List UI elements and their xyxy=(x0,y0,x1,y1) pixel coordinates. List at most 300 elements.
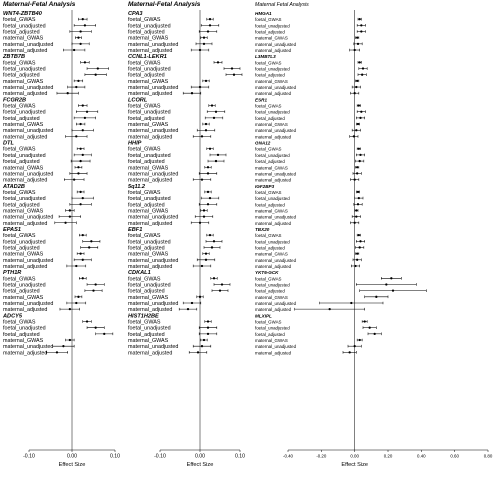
panel-title: Maternal-Fetal Analysis xyxy=(3,1,76,8)
row-label: maternal_GWAS xyxy=(3,35,44,42)
point-estimate xyxy=(199,49,201,51)
point-estimate xyxy=(392,290,394,292)
gene-label: WNT4-ZBTB40 xyxy=(3,11,42,17)
row-label: foetal_unadjusted xyxy=(3,109,46,116)
point-estimate xyxy=(360,24,362,26)
row-label: maternal_adjusted xyxy=(3,350,48,357)
point-estimate xyxy=(364,320,366,322)
row-label: maternal_adjusted xyxy=(128,177,173,184)
point-estimate xyxy=(358,148,360,150)
row-label: maternal_adjusted xyxy=(255,91,292,97)
point-estimate xyxy=(209,148,211,150)
row-label: foetal_GWAS xyxy=(255,319,282,325)
point-estimate xyxy=(354,345,356,347)
row-label: maternal_GWAS xyxy=(3,122,44,129)
row-label: foetal_GWAS xyxy=(3,189,36,196)
row-label: maternal_adjusted xyxy=(128,134,173,141)
row-label: foetal_GWAS xyxy=(255,17,282,23)
row-label: maternal_GWAS xyxy=(128,78,169,85)
point-estimate xyxy=(360,30,362,32)
x-axis-label: Effect Size xyxy=(341,462,368,468)
point-estimate xyxy=(86,320,88,322)
gene-label: ATAD2B xyxy=(3,183,25,190)
row-label: maternal_adjusted xyxy=(128,91,173,98)
point-estimate xyxy=(217,154,219,156)
x-tick-label: 0.60 xyxy=(450,453,459,459)
row-label: foetal_GWAS xyxy=(128,276,161,283)
point-estimate xyxy=(199,296,201,298)
point-estimate xyxy=(209,197,211,199)
row-label: maternal_GWAS xyxy=(255,35,288,41)
row-label: maternal_unadjusted xyxy=(128,344,179,351)
point-estimate xyxy=(79,191,81,193)
row-label: maternal_unadjusted xyxy=(128,214,179,221)
row-label: maternal_adjusted xyxy=(3,134,48,141)
row-label: maternal_adjusted xyxy=(255,48,292,54)
point-estimate xyxy=(73,49,75,51)
gene-label: GNA12 xyxy=(255,140,271,146)
point-estimate xyxy=(77,166,79,168)
point-estimate xyxy=(201,345,203,347)
point-estimate xyxy=(357,43,359,45)
point-estimate xyxy=(82,197,84,199)
row-label: maternal_GWAS xyxy=(128,35,169,42)
point-estimate xyxy=(77,80,79,82)
point-estimate xyxy=(355,215,357,217)
point-estimate xyxy=(359,61,361,63)
point-estimate xyxy=(77,37,79,39)
row-label: foetal_unadjusted xyxy=(128,239,171,246)
panel-title: Maternal-Fetal Analysis xyxy=(128,1,201,8)
point-estimate xyxy=(211,104,213,106)
point-estimate xyxy=(88,246,90,248)
row-label: foetal_unadjusted xyxy=(128,196,171,203)
row-label: maternal_unadjusted xyxy=(128,171,179,178)
point-estimate xyxy=(207,191,209,193)
point-estimate xyxy=(187,308,189,310)
row-label: maternal_unadjusted xyxy=(3,41,54,48)
row-label: foetal_adjusted xyxy=(3,245,40,252)
x-axis-label: Effect Size xyxy=(58,462,86,468)
point-estimate xyxy=(355,129,357,131)
x-tick-label: 0.00 xyxy=(350,453,359,459)
row-label: foetal_adjusted xyxy=(3,29,40,36)
point-estimate xyxy=(349,351,351,353)
row-label: foetal_GWAS xyxy=(128,146,161,153)
point-estimate xyxy=(358,234,360,236)
row-label: maternal_adjusted xyxy=(128,263,173,270)
row-label: foetal_GWAS xyxy=(128,319,161,326)
point-estimate xyxy=(73,178,75,180)
row-label: maternal_adjusted xyxy=(128,307,173,314)
point-estimate xyxy=(92,290,94,292)
row-label: foetal_GWAS xyxy=(128,103,161,110)
gene-label: DTL xyxy=(3,140,14,147)
point-estimate xyxy=(95,327,97,329)
point-estimate xyxy=(360,111,362,113)
x-tick-label: -0.10 xyxy=(154,453,166,460)
point-estimate xyxy=(215,111,217,113)
point-estimate xyxy=(385,283,387,285)
point-estimate xyxy=(69,209,71,211)
gene-label: FCGR2B xyxy=(3,97,26,104)
row-label: foetal_unadjusted xyxy=(128,325,171,332)
row-label: foetal_adjusted xyxy=(255,115,285,121)
row-label: maternal_unadjusted xyxy=(128,41,179,48)
row-label: foetal_GWAS xyxy=(3,146,36,153)
gene-label: HMGA1 xyxy=(255,11,272,16)
point-estimate xyxy=(207,320,209,322)
row-label: maternal_unadjusted xyxy=(255,171,297,177)
point-estimate xyxy=(357,203,359,205)
point-estimate xyxy=(79,203,81,205)
point-estimate xyxy=(205,80,207,82)
row-label: maternal_unadjusted xyxy=(255,41,297,47)
point-estimate xyxy=(79,123,81,125)
point-estimate xyxy=(354,49,356,51)
row-label: foetal_unadjusted xyxy=(3,325,46,332)
gene-label: ESR1 xyxy=(255,97,268,103)
row-label: foetal_adjusted xyxy=(128,202,165,209)
point-estimate xyxy=(213,117,215,119)
row-label: foetal_GWAS xyxy=(3,60,36,67)
point-estimate xyxy=(359,117,361,119)
point-estimate xyxy=(90,240,92,242)
point-estimate xyxy=(354,222,356,224)
gene-label: TBX20 xyxy=(255,226,270,232)
row-label: maternal_unadjusted xyxy=(255,257,297,263)
row-label: foetal_GWAS xyxy=(255,60,282,66)
row-label: maternal_adjusted xyxy=(255,177,292,183)
point-estimate xyxy=(358,197,360,199)
row-label: maternal_unadjusted xyxy=(255,128,297,134)
point-estimate xyxy=(350,302,352,304)
row-label: foetal_unadjusted xyxy=(255,325,290,331)
row-label: maternal_adjusted xyxy=(3,91,48,98)
row-label: foetal_unadjusted xyxy=(255,282,290,288)
row-label: foetal_GWAS xyxy=(255,189,282,195)
row-label: maternal_GWAS xyxy=(3,208,44,215)
point-estimate xyxy=(64,222,66,224)
point-estimate xyxy=(203,37,205,39)
panel-title: Maternal Fetal Analysis xyxy=(255,2,309,8)
row-label: maternal_GWAS xyxy=(3,294,44,301)
row-label: foetal_unadjusted xyxy=(255,109,290,115)
gene-label: 5q11.2 xyxy=(128,183,145,190)
row-label: maternal_unadjusted xyxy=(128,128,179,135)
row-label: foetal_GWAS xyxy=(255,276,282,282)
point-estimate xyxy=(356,252,358,254)
row-label: maternal_adjusted xyxy=(3,263,48,270)
row-label: maternal_adjusted xyxy=(3,177,48,184)
point-estimate xyxy=(69,339,71,341)
row-label: foetal_GWAS xyxy=(3,319,36,326)
point-estimate xyxy=(356,172,358,174)
row-label: maternal_GWAS xyxy=(3,165,44,172)
row-label: maternal_GWAS xyxy=(255,338,288,344)
point-estimate xyxy=(207,333,209,335)
row-label: maternal_adjusted xyxy=(255,307,292,313)
row-label: foetal_GWAS xyxy=(3,103,36,110)
row-label: foetal_unadjusted xyxy=(128,109,171,116)
row-label: foetal_adjusted xyxy=(3,159,40,166)
row-label: foetal_unadjusted xyxy=(3,282,46,289)
row-label: foetal_GWAS xyxy=(3,17,36,24)
point-estimate xyxy=(191,302,193,304)
point-estimate xyxy=(82,18,84,20)
row-label: maternal_unadjusted xyxy=(255,214,297,220)
row-label: foetal_adjusted xyxy=(255,288,285,294)
x-tick-label: 0.00 xyxy=(66,453,78,460)
row-label: maternal_GWAS xyxy=(255,294,288,300)
row-label: foetal_unadjusted xyxy=(3,66,46,73)
x-tick-label: 0.10 xyxy=(234,453,246,460)
row-label: foetal_GWAS xyxy=(255,233,282,239)
point-estimate xyxy=(375,296,377,298)
row-label: foetal_GWAS xyxy=(128,233,161,240)
point-estimate xyxy=(207,166,209,168)
row-label: foetal_unadjusted xyxy=(128,66,171,73)
point-estimate xyxy=(217,61,219,63)
point-estimate xyxy=(201,265,203,267)
point-estimate xyxy=(357,191,359,193)
row-label: foetal_adjusted xyxy=(3,72,40,79)
x-tick-label: -0.40 xyxy=(282,453,294,459)
point-estimate xyxy=(97,67,99,69)
point-estimate xyxy=(95,283,97,285)
point-estimate xyxy=(79,43,81,45)
point-estimate xyxy=(82,259,84,261)
row-label: maternal_GWAS xyxy=(3,251,44,258)
row-label: foetal_adjusted xyxy=(3,331,40,338)
row-label: foetal_adjusted xyxy=(3,202,40,209)
point-estimate xyxy=(82,154,84,156)
point-estimate xyxy=(84,117,86,119)
point-estimate xyxy=(355,86,357,88)
point-estimate xyxy=(77,172,79,174)
point-estimate xyxy=(233,74,235,76)
point-estimate xyxy=(354,265,356,267)
row-label: maternal_GWAS xyxy=(128,251,169,258)
row-label: maternal_GWAS xyxy=(128,165,169,172)
row-label: foetal_unadjusted xyxy=(255,196,290,202)
gene-label: ZBTB7B xyxy=(3,54,26,61)
point-estimate xyxy=(75,265,77,267)
row-label: foetal_unadjusted xyxy=(3,23,46,30)
point-estimate xyxy=(356,259,358,261)
row-label: foetal_adjusted xyxy=(128,72,165,79)
point-estimate xyxy=(84,24,86,26)
gene-label: EBF1 xyxy=(128,226,143,233)
point-estimate xyxy=(211,246,213,248)
point-estimate xyxy=(356,80,358,82)
point-estimate xyxy=(353,135,355,137)
row-label: foetal_GWAS xyxy=(128,189,161,196)
point-estimate xyxy=(79,252,81,254)
gene-label: EPAS1 xyxy=(3,226,21,233)
point-estimate xyxy=(203,339,205,341)
point-estimate xyxy=(231,67,233,69)
row-label: maternal_unadjusted xyxy=(128,257,179,264)
point-estimate xyxy=(205,123,207,125)
point-estimate xyxy=(197,351,199,353)
row-label: foetal_adjusted xyxy=(3,288,40,295)
row-label: foetal_unadjusted xyxy=(255,152,290,158)
point-estimate xyxy=(82,104,84,106)
row-label: maternal_unadjusted xyxy=(3,214,54,221)
point-estimate xyxy=(213,277,215,279)
point-estimate xyxy=(355,209,357,211)
row-label: foetal_GWAS xyxy=(3,233,36,240)
row-label: maternal_adjusted xyxy=(3,307,48,314)
row-label: foetal_unadjusted xyxy=(3,239,46,246)
point-estimate xyxy=(209,18,211,20)
row-label: maternal_unadjusted xyxy=(3,300,54,307)
row-label: foetal_adjusted xyxy=(255,331,285,337)
point-estimate xyxy=(215,160,217,162)
point-estimate xyxy=(191,92,193,94)
point-estimate xyxy=(354,178,356,180)
row-label: foetal_adjusted xyxy=(255,202,285,208)
point-estimate xyxy=(82,129,84,131)
x-tick-label: 0.80 xyxy=(483,453,493,459)
row-label: maternal_unadjusted xyxy=(128,300,179,307)
point-estimate xyxy=(356,37,358,39)
row-label: maternal_GWAS xyxy=(128,294,169,301)
point-estimate xyxy=(359,18,361,20)
row-label: maternal_GWAS xyxy=(255,165,288,171)
gene-label: MLXIPL xyxy=(255,313,272,319)
point-estimate xyxy=(219,290,221,292)
point-estimate xyxy=(369,327,371,329)
row-label: foetal_unadjusted xyxy=(3,196,46,203)
row-label: foetal_GWAS xyxy=(3,276,36,283)
gene-label: CPA3 xyxy=(128,11,143,17)
row-label: maternal_unadjusted xyxy=(255,344,297,350)
point-estimate xyxy=(201,135,203,137)
point-estimate xyxy=(95,74,97,76)
gene-label: LCORL xyxy=(128,97,148,104)
row-label: maternal_adjusted xyxy=(255,220,292,226)
row-label: foetal_unadjusted xyxy=(255,23,290,29)
row-label: maternal_unadjusted xyxy=(128,85,179,92)
point-estimate xyxy=(390,277,392,279)
point-estimate xyxy=(207,172,209,174)
row-label: foetal_adjusted xyxy=(3,115,40,122)
row-label: maternal_adjusted xyxy=(128,48,173,55)
point-estimate xyxy=(56,351,58,353)
row-label: maternal_unadjusted xyxy=(3,128,54,135)
row-label: foetal_adjusted xyxy=(128,115,165,122)
row-label: foetal_adjusted xyxy=(128,331,165,338)
row-label: foetal_unadjusted xyxy=(255,66,290,72)
point-estimate xyxy=(213,240,215,242)
point-estimate xyxy=(203,43,205,45)
gene-label: IGF2BP3 xyxy=(255,183,275,189)
point-estimate xyxy=(374,333,376,335)
point-estimate xyxy=(203,209,205,211)
gene-label: HIST1H2BE xyxy=(128,313,159,320)
point-estimate xyxy=(79,148,81,150)
x-tick-label: 0.10 xyxy=(109,453,121,460)
row-label: maternal_GWAS xyxy=(255,78,288,84)
x-tick-label: 0.00 xyxy=(194,453,206,460)
row-label: foetal_adjusted xyxy=(255,29,285,35)
point-estimate xyxy=(209,24,211,26)
row-label: maternal_adjusted xyxy=(3,48,48,55)
row-label: foetal_adjusted xyxy=(128,288,165,295)
point-estimate xyxy=(199,86,201,88)
x-axis-label: Effect Size xyxy=(186,462,214,468)
row-label: maternal_GWAS xyxy=(255,251,288,257)
point-estimate xyxy=(207,203,209,205)
row-label: foetal_unadjusted xyxy=(255,239,290,245)
point-estimate xyxy=(359,160,361,162)
row-label: maternal_unadjusted xyxy=(3,171,54,178)
row-label: maternal_GWAS xyxy=(128,122,169,129)
gene-label: CDKAL1 xyxy=(128,270,151,277)
point-estimate xyxy=(207,30,209,32)
gene-label: ADCY5 xyxy=(3,313,22,320)
point-estimate xyxy=(329,308,331,310)
point-estimate xyxy=(205,259,207,261)
row-label: foetal_adjusted xyxy=(255,72,285,78)
row-label: maternal_GWAS xyxy=(255,208,288,214)
row-label: foetal_adjusted xyxy=(128,245,165,252)
gene-label: YKT6-GCK xyxy=(255,270,279,276)
row-label: foetal_adjusted xyxy=(255,159,285,165)
row-label: foetal_GWAS xyxy=(128,17,161,24)
point-estimate xyxy=(359,240,361,242)
point-estimate xyxy=(205,129,207,131)
row-label: maternal_GWAS xyxy=(128,338,169,345)
row-label: maternal_adjusted xyxy=(3,220,48,227)
row-label: maternal_adjusted xyxy=(255,134,292,140)
row-label: foetal_GWAS xyxy=(128,60,161,67)
point-estimate xyxy=(79,30,81,32)
row-label: foetal_unadjusted xyxy=(128,152,171,159)
point-estimate xyxy=(79,160,81,162)
gene-label: L3MBTL3 xyxy=(255,54,276,60)
point-estimate xyxy=(199,222,201,224)
row-label: foetal_unadjusted xyxy=(3,152,46,159)
point-estimate xyxy=(359,154,361,156)
row-label: maternal_GWAS xyxy=(3,78,44,85)
point-estimate xyxy=(359,339,361,341)
point-estimate xyxy=(221,283,223,285)
row-label: foetal_adjusted xyxy=(255,245,285,251)
row-label: maternal_GWAS xyxy=(3,338,44,345)
point-estimate xyxy=(75,135,77,137)
row-label: foetal_adjusted xyxy=(128,159,165,166)
point-estimate xyxy=(69,308,71,310)
row-label: maternal_unadjusted xyxy=(255,300,297,306)
gene-label: CCNL1-LEKR1 xyxy=(128,54,167,61)
point-estimate xyxy=(354,92,356,94)
point-estimate xyxy=(75,302,77,304)
point-estimate xyxy=(84,61,86,63)
row-label: foetal_GWAS xyxy=(255,103,282,109)
x-tick-label: -0.20 xyxy=(316,453,327,459)
row-label: maternal_unadjusted xyxy=(3,85,54,92)
x-tick-label: 0.40 xyxy=(417,453,426,459)
x-tick-label: -0.10 xyxy=(23,453,35,460)
row-label: maternal_adjusted xyxy=(255,350,292,356)
point-estimate xyxy=(62,345,64,347)
gene-label: HHIP xyxy=(128,140,142,147)
point-estimate xyxy=(69,215,71,217)
row-label: maternal_unadjusted xyxy=(3,257,54,264)
